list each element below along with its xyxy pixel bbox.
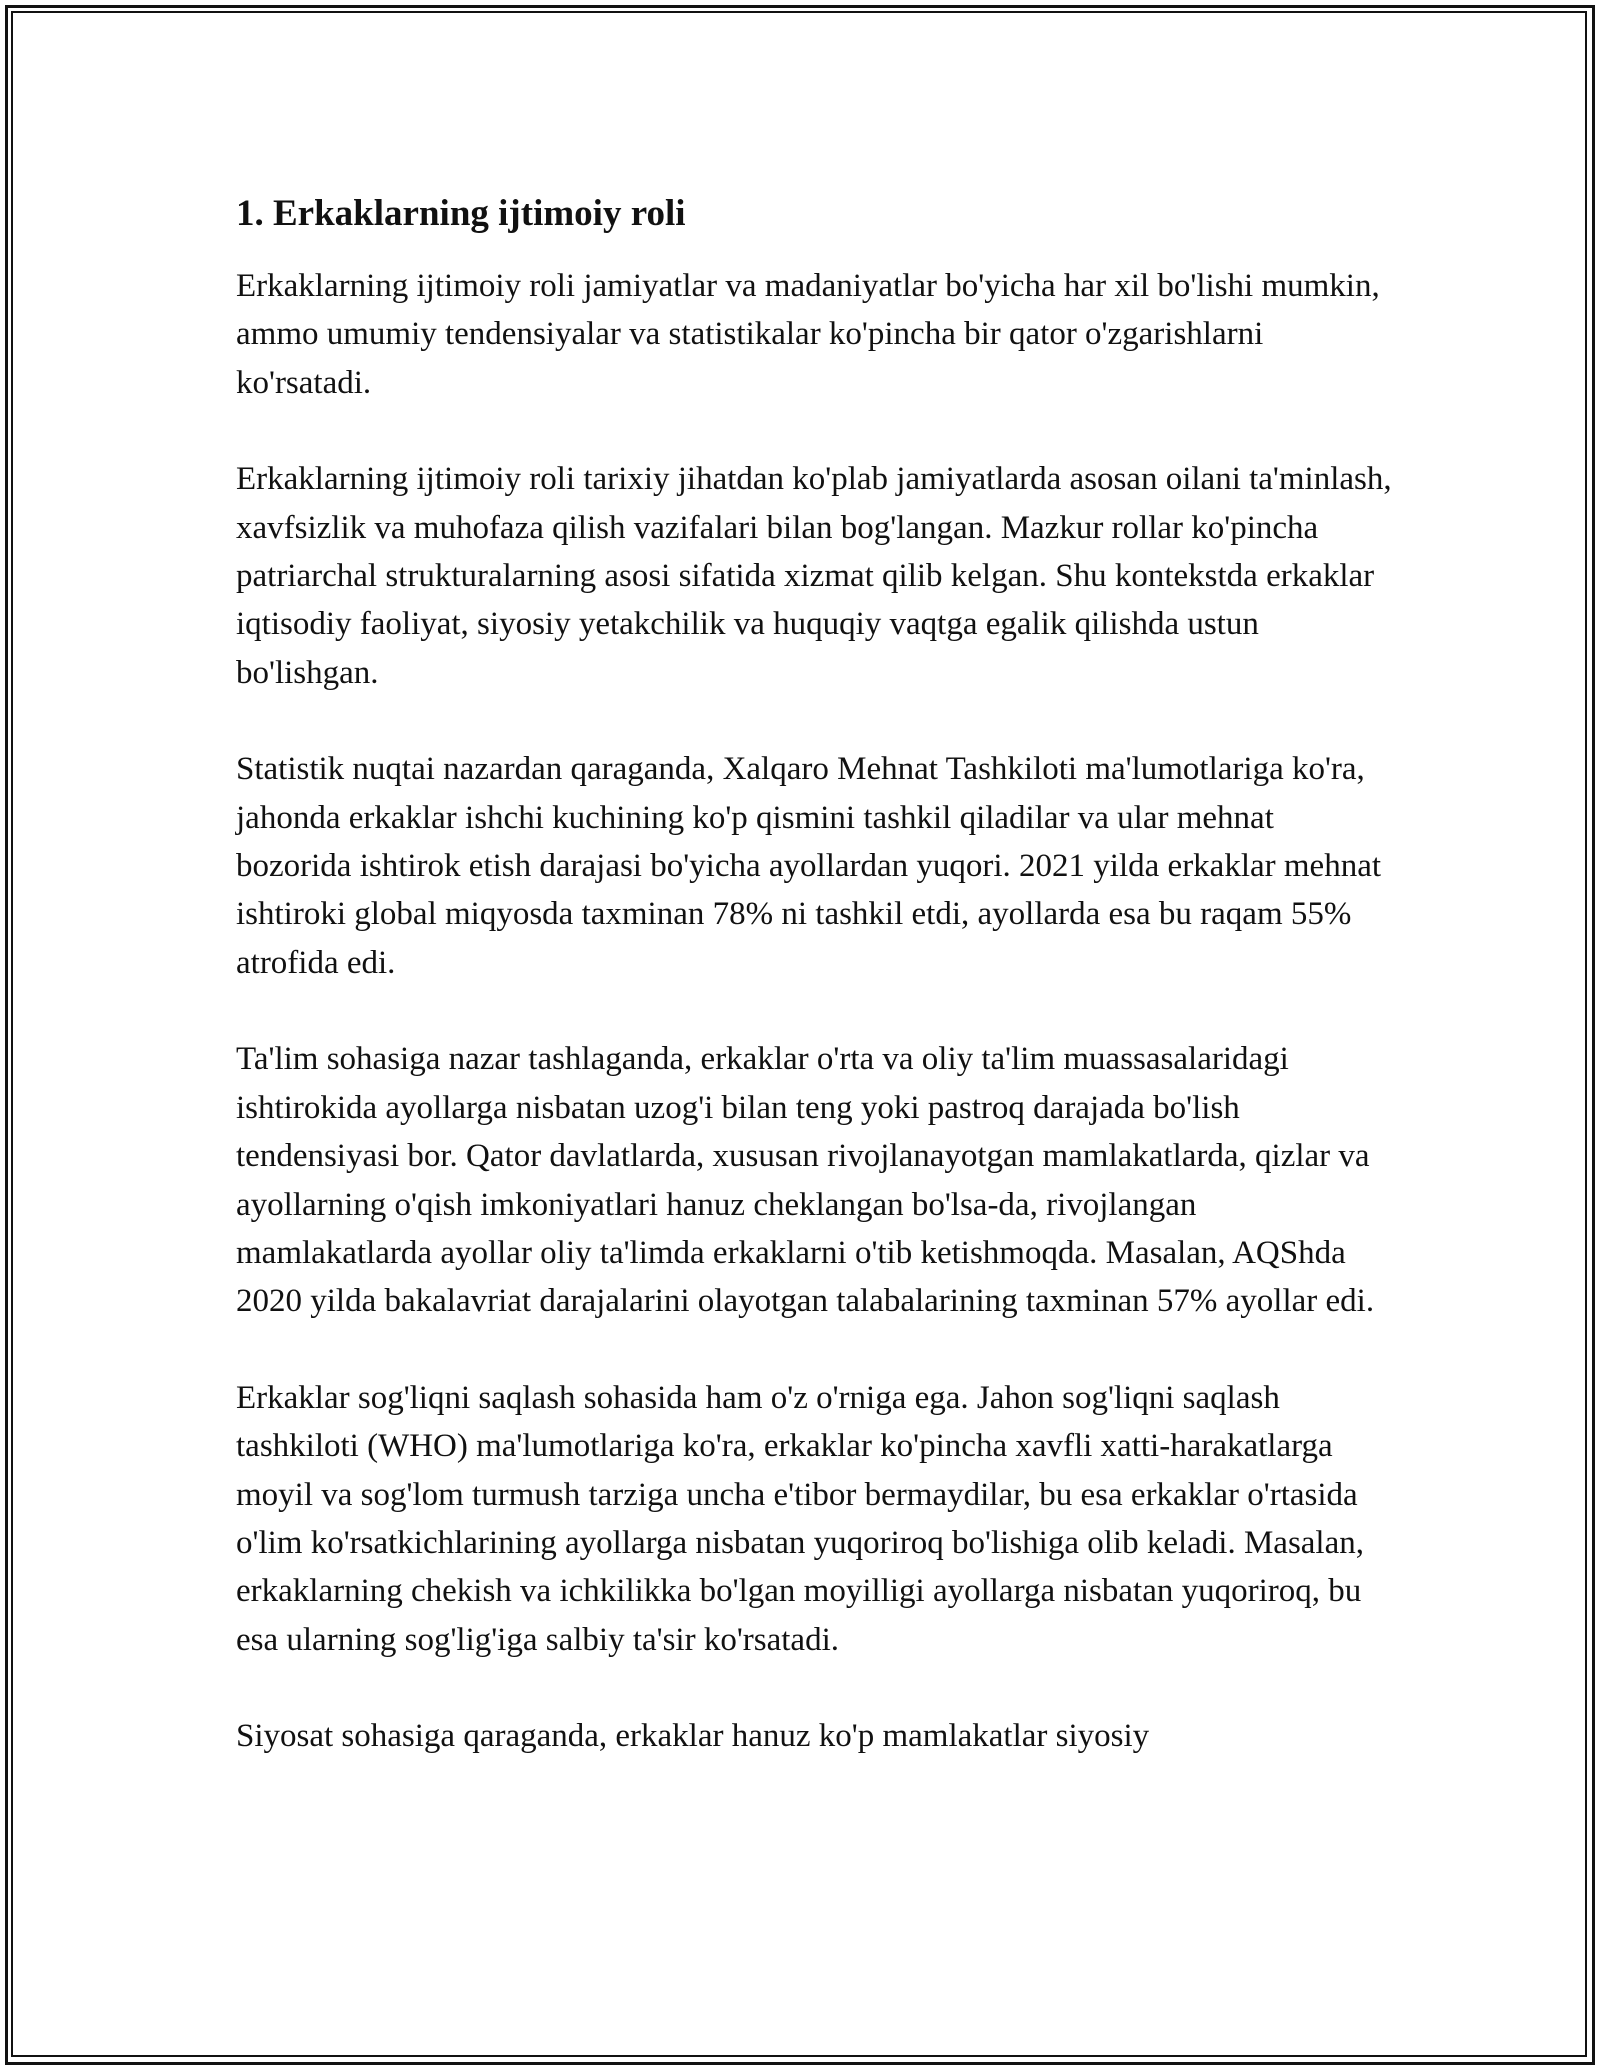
document-body [236,188,1396,1809]
paragraph-history: Erkaklarning ijtimoiy roli tarixiy jihatdan ko'plab jamiyatlarda asosan oilani ta'minlash, xavfsizlik va muhofaza qilish vazifalari bilan bog'langan. Mazkur rollar ko'pincha patriarchal strukturalarning asosi sifatida xizmat qilib kelgan. Shu kontekstda erkaklar iqtisodiy faoliyat, siyosiy yetakchilik va huquqiy vaqtga egalik qilishda ustun bo'lishgan. [236,461,1392,691]
paragraph-health: Erkaklar sog'liqni saqlash sohasida ham o'z o'rniga ega. Jahon sog'liqni saqlash tashkiloti (WHO) ma'lumotlariga ko'ra, erkaklar ko'pincha xavfli xatti-harakatlarga moyil va sog'lom turmush tarziga uncha e'tibor bermaydilar, bu esa erkaklar o'rtasida o'lim ko'rsatkichlarining ayollarga nisbatan yuqoriroq bo'lishiga olib keladi. Masalan, erkaklarning chekish va ichkilikka bo'lgan moyilligi ayollarga nisbatan yuqoriroq, bu esa ularning sog'lig'iga salbiy ta'sir ko'rsatadi. [236,1379,1364,1658]
paragraph-politics: Siyosat sohasiga qaraganda, erkaklar hanuz ko'p mamlakatlar siyosiy [236,1718,1150,1755]
paragraph-education: Ta'lim sohasiga nazar tashlaganda, erkaklar o'rta va oliy ta'lim muassasalaridagi ishtirokida ayollarga nisbatan uzog'i bilan teng yoki pastroq darajada bo'lish tendensiyasi bor. Qator davlatlarda, xususan rivojlanayotgan mamlakatlarda, qizlar va ayollarning o'qish imkoniyatlari hanuz cheklangan bo'lsa-da, rivojlangan mamlakatlarda ayollar oliy ta'limda erkaklarni o'tib ketishmoqda. Masalan, AQShda 2020 yilda bakalavriat darajalarini olayotgan talabalarining taxminan 57% ayollar edi. [236,1041,1375,1320]
section-heading: 1. Erkaklarning ijtimoiy roli [236,193,686,234]
paragraph-labor-statistics: Statistik nuqtai nazardan qaraganda, Xalqaro Mehnat Tashkiloti ma'lumotlariga ko'ra, jahonda erkaklar ishchi kuchining ko'p qismini tashkil qiladilar va ular mehnat bozorida ishtirok etish darajasi bo'yicha ayollardan yuqori. 2021 yilda erkaklar mehnat ishtiroki global miqyosda taxminan 78% ni tashkil etdi, ayollarda esa bu raqam 55% atrofida edi. [236,751,1382,981]
paragraph-intro: Erkaklarning ijtimoiy roli jamiyatlar va madaniyatlar bo'yicha har xil bo'lishi mumkin, ammo umumiy tendensiyalar va statistikalar ko'pincha bir qator o'zgarishlarni ko'rsatadi. [236,268,1380,401]
